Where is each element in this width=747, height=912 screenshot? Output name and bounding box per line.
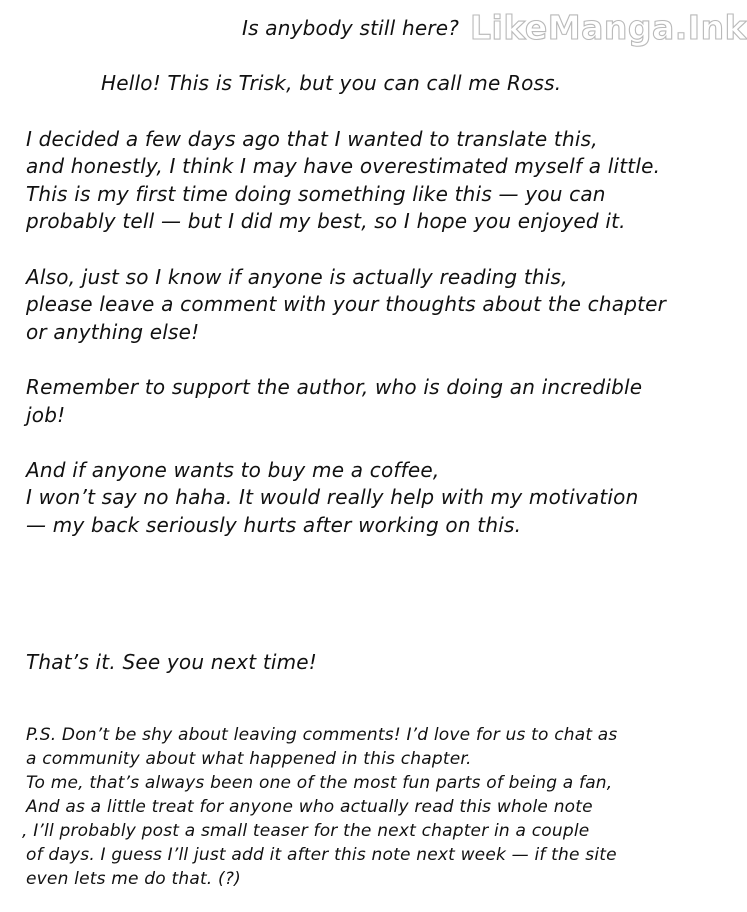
postscript-line: a community about what happened in this chapter.: [26, 749, 472, 769]
greeting-line: Hello! This is Trisk, but you can call me Ross.: [101, 71, 562, 95]
postscript-line: even lets me do that. (?): [26, 869, 241, 889]
paragraph-line: and honestly, I think I may have overestimated myself a little.: [26, 154, 661, 178]
paragraph-line: or anything else!: [26, 320, 200, 344]
paragraph-line: This is my first time doing something like this — you can: [26, 182, 606, 206]
postscript-line: To me, that’s always been one of the most fun parts of being a fan,: [26, 773, 613, 793]
paragraph-line: And if anyone wants to buy me a coffee,: [26, 458, 440, 482]
paragraph-line: I decided a few days ago that I wanted to translate this,: [26, 127, 598, 151]
postscript-line: , I’ll probably post a small teaser for the next chapter in a couple: [22, 821, 590, 841]
postscript-line: P.S. Don’t be shy about leaving comments! I’d love for us to chat as: [26, 725, 618, 745]
paragraph-line: Also, just so I know if anyone is actually reading this,: [26, 265, 568, 289]
postscript-line: of days. I guess I’ll just add it after this note next week — if the site: [26, 845, 617, 865]
paragraph-line: please leave a comment with your thoughts about the chapter: [26, 292, 667, 316]
signoff-line: That’s it. See you next time!: [26, 650, 318, 674]
paragraph-line: — my back seriously hurts after working on this.: [26, 513, 522, 537]
header-question: Is anybody still here?: [242, 16, 460, 40]
paragraph-line: probably tell — but I did my best, so I hope you enjoyed it.: [26, 209, 626, 233]
paragraph-line: job!: [26, 403, 66, 427]
site-watermark: LikeManga.Ink: [470, 8, 747, 47]
postscript-line: And as a little treat for anyone who actually read this whole note: [26, 797, 593, 817]
paragraph-line: I won’t say no haha. It would really help with my motivation: [26, 485, 639, 509]
paragraph-line: Remember to support the author, who is doing an incredible: [26, 375, 643, 399]
